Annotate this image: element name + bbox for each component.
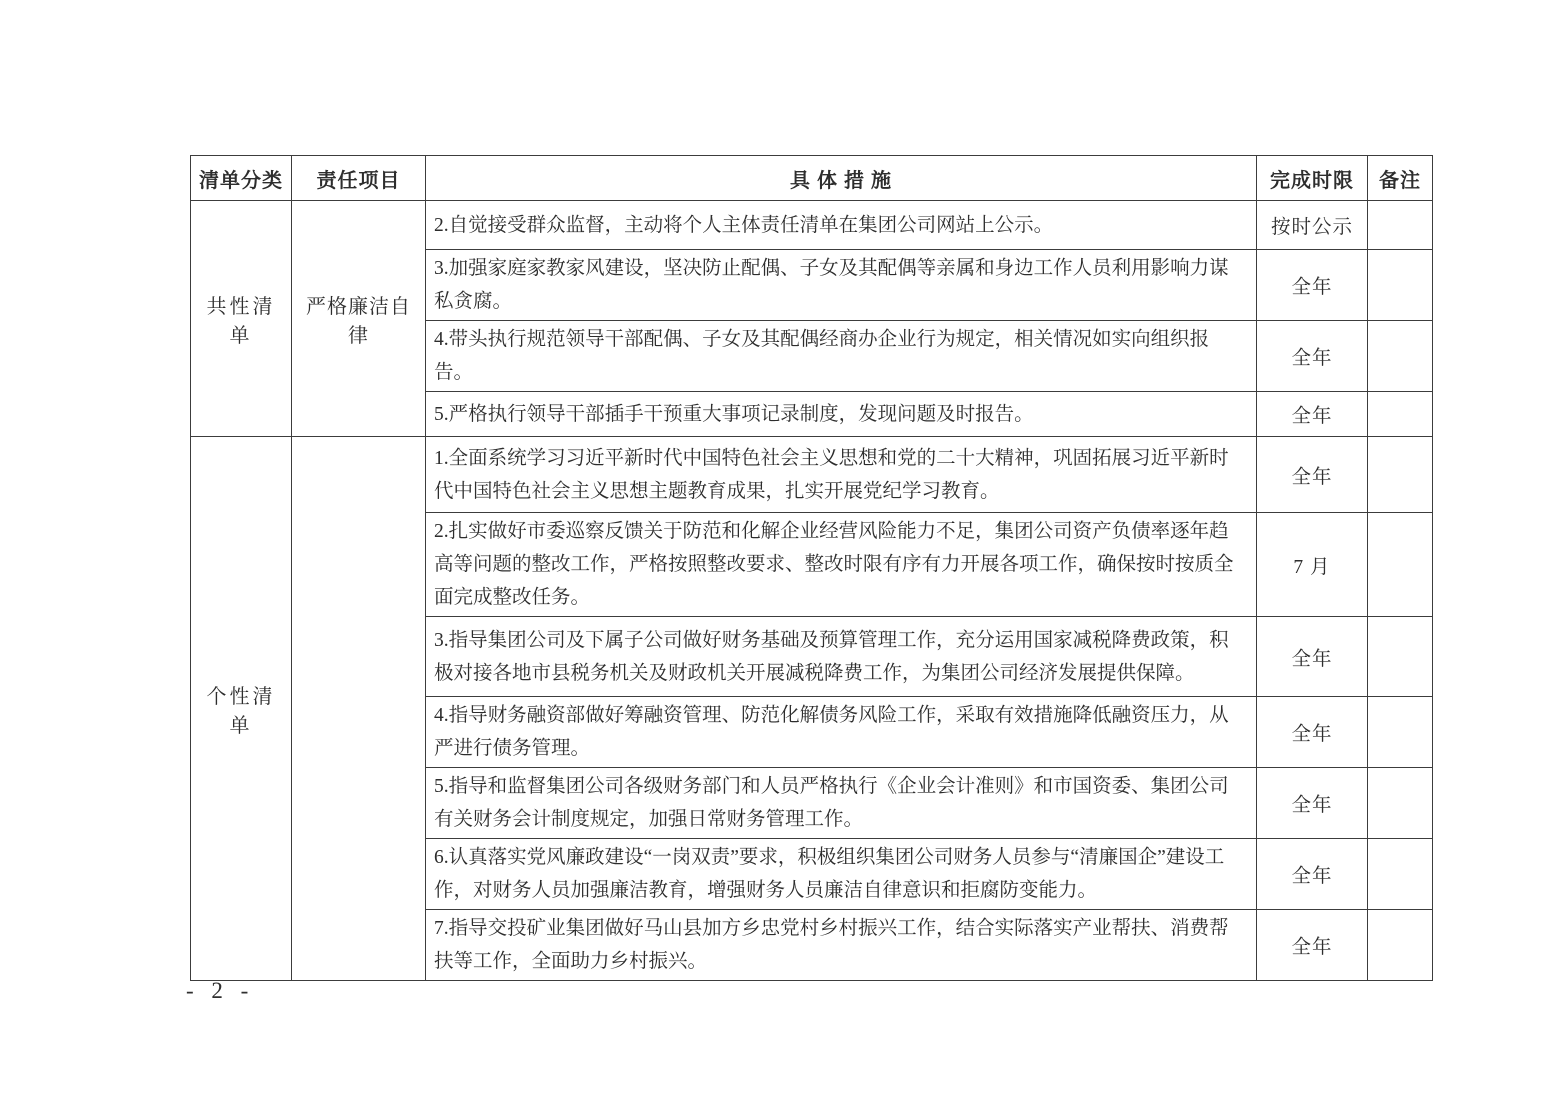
header-cell-project: 责任项目 — [292, 156, 426, 201]
deadline-cell: 全年 — [1257, 839, 1368, 910]
table-header-row — [191, 156, 1433, 201]
measure-cell: 4.指导财务融资部做好筹融资管理、防范化解债务风险工作，采取有效措施降低融资压力，从严进行债务管理。 — [426, 697, 1257, 768]
measure-cell: 5.指导和监督集团公司各级财务部门和人员严格执行《企业会计准则》和市国资委、集团公司有关财务会计制度规定，加强日常财务管理工作。 — [426, 768, 1257, 839]
category-cell-common: 共性清单 — [191, 201, 292, 437]
deadline-cell: 7 月 — [1257, 513, 1368, 617]
header-cell-category: 清单分类 — [191, 156, 292, 201]
table-row — [191, 437, 1433, 513]
deadline-cell: 全年 — [1257, 321, 1368, 392]
deadline-cell: 全年 — [1257, 392, 1368, 437]
remark-cell — [1368, 839, 1433, 910]
measure-cell: 7.指导交投矿业集团做好马山县加方乡忠党村乡村振兴工作，结合实际落实产业帮扶、消费帮扶等工作，全面助力乡村振兴。 — [426, 910, 1257, 981]
remark-cell — [1368, 513, 1433, 617]
header-cell-deadline: 完成时限 — [1257, 156, 1368, 201]
measure-cell: 1.全面系统学习习近平新时代中国特色社会主义思想和党的二十大精神，巩固拓展习近平新时代中国特色社会主义思想主题教育成果，扎实开展党纪学习教育。 — [426, 437, 1257, 513]
remark-cell — [1368, 697, 1433, 768]
category-cell-individual: 个性清单 — [191, 437, 292, 981]
measure-cell: 5.严格执行领导干部插手干预重大事项记录制度，发现问题及时报告。 — [426, 392, 1257, 437]
remark-cell — [1368, 321, 1433, 392]
measure-cell: 6.认真落实党风廉政建设“一岗双责”要求，积极组织集团公司财务人员参与“清廉国企”建设工作，对财务人员加强廉洁教育，增强财务人员廉洁自律意识和拒腐防变能力。 — [426, 839, 1257, 910]
deadline-cell: 全年 — [1257, 617, 1368, 697]
remark-cell — [1368, 617, 1433, 697]
remark-cell — [1368, 201, 1433, 250]
remark-cell — [1368, 392, 1433, 437]
responsibility-checklist-table — [190, 155, 1433, 981]
measure-cell: 2.自觉接受群众监督，主动将个人主体责任清单在集团公司网站上公示。 — [426, 201, 1257, 250]
deadline-cell: 按时公示 — [1257, 201, 1368, 250]
page-number: - 2 - — [186, 978, 255, 1003]
table-row — [191, 201, 1433, 250]
remark-cell — [1368, 910, 1433, 981]
measure-cell: 3.指导集团公司及下属子公司做好财务基础及预算管理工作，充分运用国家减税降费政策，积极对接各地市县税务机关及财政机关开展减税降费工作，为集团公司经济发展提供保障。 — [426, 617, 1257, 697]
deadline-cell: 全年 — [1257, 697, 1368, 768]
remark-cell — [1368, 250, 1433, 321]
deadline-cell: 全年 — [1257, 437, 1368, 513]
project-cell-empty — [292, 437, 426, 981]
deadline-cell: 全年 — [1257, 768, 1368, 839]
measure-cell: 3.加强家庭家教家风建设，坚决防止配偶、子女及其配偶等亲属和身边工作人员利用影响力谋私贪腐。 — [426, 250, 1257, 321]
header-cell-measure: 具 体 措 施 — [426, 156, 1257, 201]
measure-cell: 4.带头执行规范领导干部配偶、子女及其配偶经商办企业行为规定，相关情况如实向组织报告。 — [426, 321, 1257, 392]
header-cell-remark: 备注 — [1368, 156, 1433, 201]
remark-cell — [1368, 768, 1433, 839]
deadline-cell: 全年 — [1257, 910, 1368, 981]
project-cell-integrity: 严格廉洁自律 — [292, 201, 426, 437]
measure-cell: 2.扎实做好市委巡察反馈关于防范和化解企业经营风险能力不足，集团公司资产负债率逐年趋高等问题的整改工作，严格按照整改要求、整改时限有序有力开展各项工作，确保按时按质全面完成整改任务。 — [426, 513, 1257, 617]
remark-cell — [1368, 437, 1433, 513]
deadline-cell: 全年 — [1257, 250, 1368, 321]
